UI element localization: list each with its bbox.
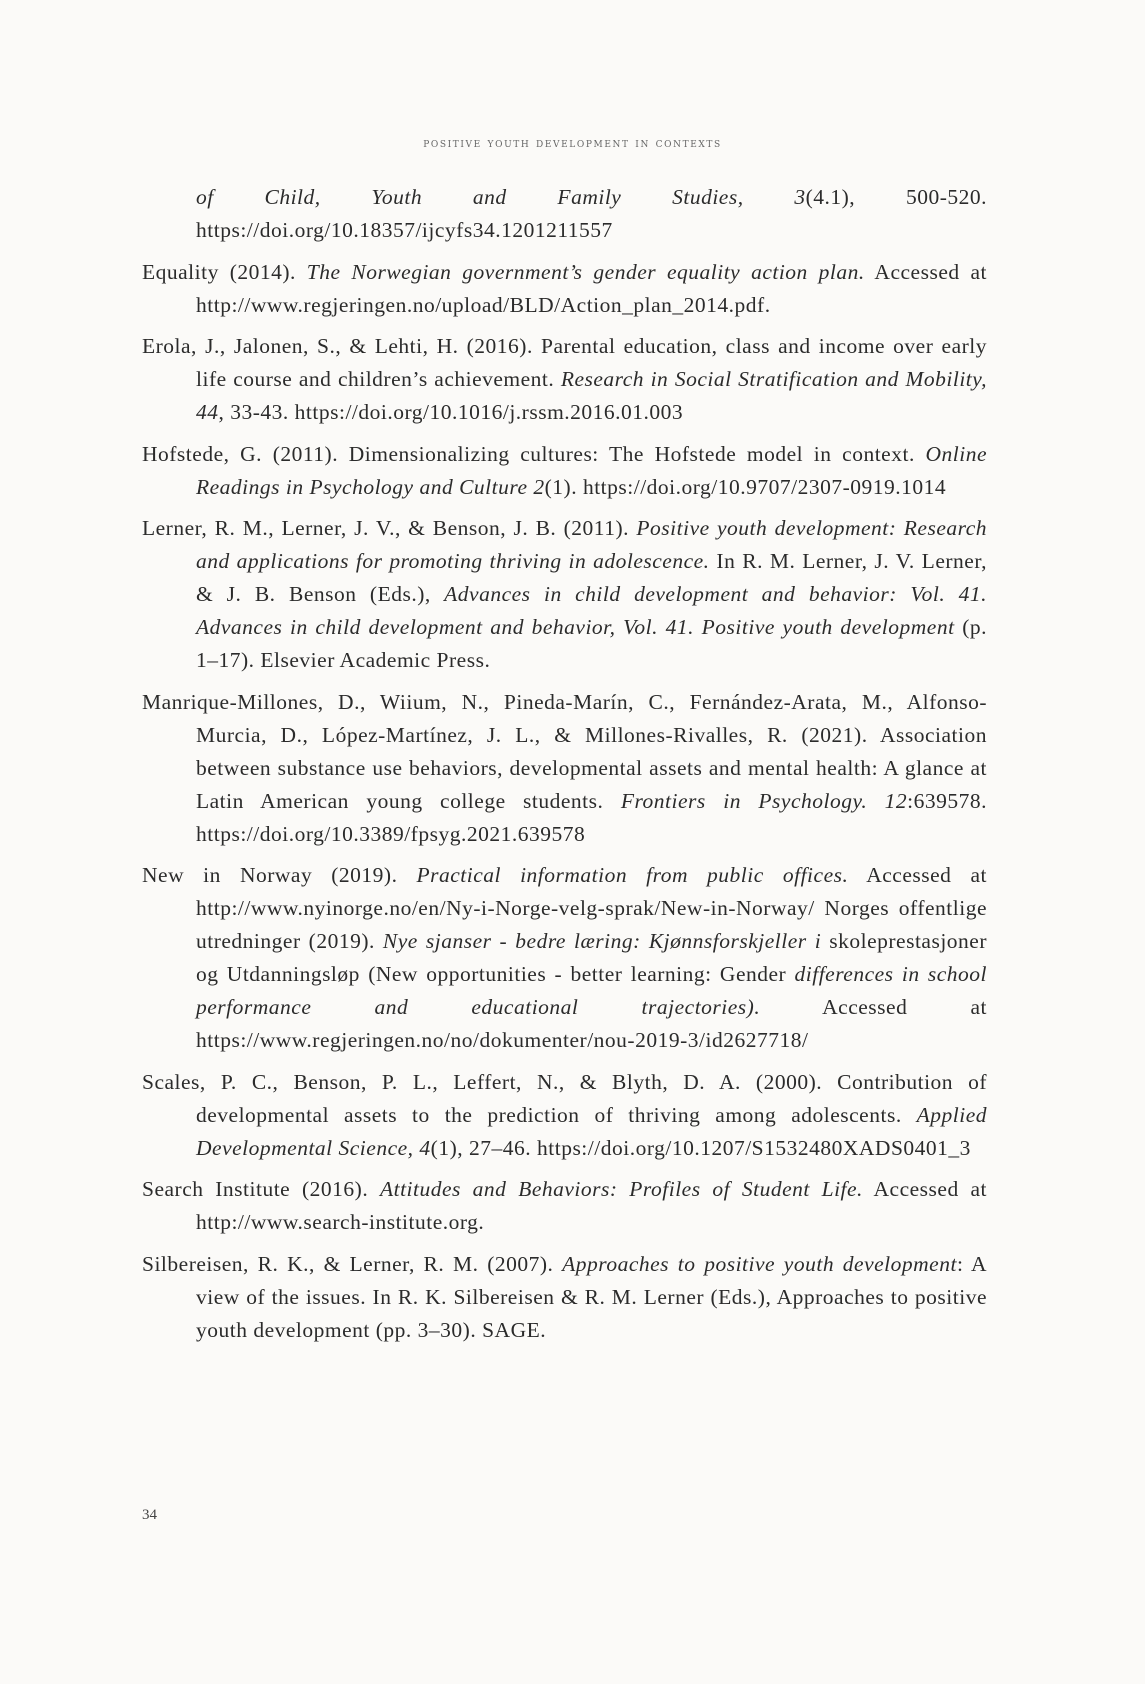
reference-text: Accessed at http://www.regjeringen.no/upload/BLD/Action_plan_2014.pdf. [196,259,987,317]
reference-text: Accessed at http://www.nyinorge.no/en/Ny-i-Norge-velg-sprak/New-in-Norway/ Norges offentlige utredninger (2019). [196,863,987,953]
reference-text: Equality (2014). [142,259,307,284]
reference-entry [142,686,987,851]
reference-text: :639578. https://doi.org/10.3389/fpsyg.2021.639578 [196,788,987,846]
reference-text: Accessed at http://www.search-institute.org. [196,1177,987,1234]
reference-text: , 33-43. https://doi.org/10.1016/j.rssm.2016.01.003 [218,400,684,424]
reference-entry [142,1248,987,1347]
reference-italic-text: Nye sjanser - bedre læring: Kjønnsforskjeller i [382,929,822,953]
reference-italic-text: of Child, Youth and Family Studies, 3 [196,185,806,209]
reference-text: Erola, J., Jalonen, S., & Lehti, H. (2016). Parental education, class and income over early life course and children’s achievement. [142,334,987,391]
reference-text: (1), 27–46. https://doi.org/10.1207/S1532480XADS0401_3 [430,1135,971,1160]
reference-italic-text: Frontiers in Psychology. 12 [620,788,908,813]
reference-italic-text: Online Readings in Psychology and Culture 2 [196,441,987,499]
reference-text: Silbereisen, R. K., & Lerner, R. M. (2007). [142,1251,563,1276]
reference-italic-text: Research in Social Stratification and Mobility, 44 [196,367,987,424]
reference-italic-text: Attitudes and Behaviors: Profiles of Student Life. [379,1177,863,1201]
reference-text: Manrique-Millones, D., Wiium, N., Pineda-Marín, C., Fernández-Arata, M., Alfonso-Murcia, D., López-Martínez, J. L., & Millones-Rivalles, R. (2021). Association between substance use behaviors, developmental assets and mental health: A glance at Latin American young college students. [142,689,987,813]
reference-italic-text: Advances in child development and behavior: Vol. 41. Advances in child development and behavior, Vol. 41. Positive youth development [196,582,988,639]
page-number: 34 [142,1507,157,1523]
reference-entry [142,330,987,429]
reference-text: In R. M. Lerner, J. V. Lerner, & J. B. Benson (Eds.), [196,549,987,606]
reference-italic-text: Practical information from public offices. [416,863,849,887]
reference-italic-text: Positive youth development: Research and applications for promoting thriving in adolescence. [196,516,987,573]
reference-text: (1). https://doi.org/10.9707/2307-0919.1014 [544,474,947,499]
reference-entry [142,859,987,1057]
reference-text: (p. 1–17). Elsevier Academic Press. [196,615,987,672]
reference-entry [142,256,987,322]
reference-text: skoleprestasjoner og Utdanningsløp (New opportunities - better learning: Gender [196,929,988,986]
reference-entry [142,438,987,504]
reference-text: Lerner, R. M., Lerner, J. V., & Benson, J. B. (2011). [142,516,637,540]
reference-entry [142,181,987,247]
reference-text: Scales, P. C., Benson, P. L., Leffert, N., & Blyth, D. A. (2000). Contribution of developmental assets to the prediction of thriving among adolescents. [142,1069,987,1127]
reference-italic-text: Applied Developmental Science, 4 [196,1102,987,1160]
running-header: positive youth development in contexts [423,136,722,151]
reference-entry [142,512,987,677]
reference-text: Hofstede, G. (2011). Dimensionalizing cultures: The Hofstede model in context. [142,441,926,466]
reference-text: Accessed at https://www.regjeringen.no/no/dokumenter/nou-2019-3/id2627718/ [196,995,987,1052]
reference-entry [142,1173,987,1239]
reference-text: : A view of the issues. In R. K. Silbereisen & R. M. Lerner (Eds.), Approaches to positive youth development (pp. 3–30). SAGE. [196,1251,987,1342]
reference-italic-text: The Norwegian government’s gender equality action plan. [306,259,865,284]
reference-italic-text: Approaches to positive youth development [562,1251,957,1276]
reference-text: New in Norway (2019). [142,863,417,887]
reference-list [142,181,987,1355]
reference-text: (4.1), 500-520. https://doi.org/10.18357/ijcyfs34.1201211557 [196,185,987,242]
reference-text: Search Institute (2016). [142,1177,380,1201]
reference-italic-text: differences in school performance and educational trajectories). [196,962,987,1019]
reference-entry [142,1066,987,1165]
